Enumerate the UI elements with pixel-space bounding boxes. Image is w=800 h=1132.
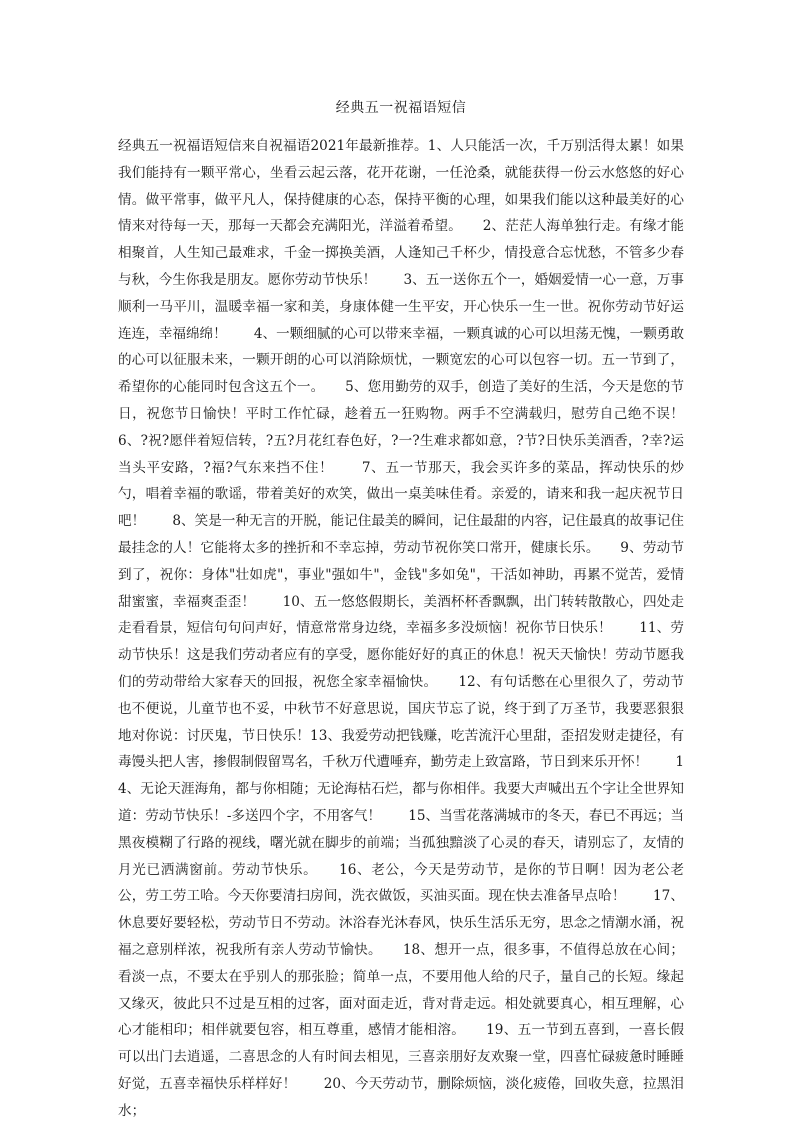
document-body-text: 经典五一祝福语短信来自祝福语2021年最新推荐。1、人只能活一次，千万别活得太累！如果我们能持有一颗平常心，坐看云起云落，花开花谢，一任沧桑，就能获得一份云水悠悠的好心情。做平常事，做平凡人，保持健康的心态，保持平衡的心理，如果我们能以这种最美好的心情来对待每一天，那每一天都会充满阳光，洋溢着希望。 2、茫茫人海单独行走。有缘才能相聚首，人生知己最难求，千金一掷换美酒，人逢知己千杯少，情投意合忘忧愁，不管多少春与秋，今生你我是朋友。愿你劳动节快乐！ 3、五一送你五个一，婚姻爱情一心一意，万事顺利一马平川，温暖幸福一家和美，身康体健一生平安，开心快乐一生一世。祝你劳动节好运连连，幸福绵绵！ 4、一颗细腻的心可以带来幸福，一颗真诚的心可以坦荡无愧，一颗勇敢的心可以征服未来，一颗开朗的心可以消除烦忧，一颗宽宏的心可以包容一切。五一节到了，希望你的心能同时包含这五个一。 5、您用勤劳的双手，创造了美好的生活，今天是您的节日，祝您节日愉快！平时工作忙碌，趁着五一狂购物。两手不空满载归，慰劳自己绝不误！ 6、?祝?愿伴着短信转，?五?月花红春色好，?一?生难求都如意，?节?日快乐美酒香，?幸?运当头平安路，?福?气东来挡不住！ 7、五一节那天，我会买许多的菜品，挥动快乐的炒勺，唱着幸福的歌谣，带着美好的欢笑，做出一桌美味佳肴。亲爱的，请来和我一起庆祝节日吧！ 8、笑是一种无言的开脱，能记住最美的瞬间，记住最甜的内容，记住最真的故事记住最挂念的人！它能将太多的挫折和不幸忘掉，劳动节祝你笑口常开，健康长乐。 9、劳动节到了，祝你：身体"壮如虎"，事业"强如牛"，金钱"多如兔"，干活如神助，再累不觉苦，爱情甜蜜蜜，幸福爽歪歪！ 10、五一悠悠假期长，美酒杯杯香飘飘，出门转转散散心，四处走走看看景，短信句句问声好，情意常常身边绕，幸福多多没烦恼！祝你节日快乐！ 11、劳动节快乐！这是我们劳动者应有的享受，愿你能好好的真正的休息！祝天天愉快！劳动节愿我们的劳动带给大家春天的回报，祝您全家幸福愉快。 12、有句话憋在心里很久了，劳动节也不便说，儿童节也不妥，中秋节不好意思说，国庆节忘了说，终于到了万圣节，我要恶狠狠地对你说：讨厌鬼，节日快乐！13、我爱劳动把钱赚，吃苦流汗心里甜，歪招发财走捷径，有毒馒头把人害，掺假制假留骂名，千秋万代遭唾弃，勤劳走上致富路，节日到来乐开怀！ 14、无论天涯海角，都与你相随；无论海枯石烂，都与你相伴。我要大声喊出五个字让全世界知道：劳动节快乐！-多送四个字，不用客气！ 15、当雪花落满城市的冬天，春已不再远；当黑夜模糊了行路的视线，曙光就在脚步的前端；当孤独黯淡了心灵的春天，请别忘了，友情的月光已洒满窗前。劳动节快乐。 16、老公，今天是劳动节，是你的节日啊！因为老公老公，劳工劳工哈。今天你要清扫房间，洗衣做饭，买油买面。现在快去准备早点哈！ 17、休息要好要轻松，劳动节日不劳动。沐浴春光沐春风，快乐生活乐无穷，思念之情潮水涌，祝福之意别样浓，祝我所有亲人劳动节愉快。 18、想开一点，很多事，不值得总放在心间；看淡一点，不要太在乎别人的那张脸；简单一点，不要用他人给的尺子，量自己的长短。缘起又缘灭，彼此只不过是互相的过客，面对面走近，背对背走远。相处就要真心，相互理解，心心才能相印；相伴就要包容，相互尊重，感情才能相溶。 19、五一节到五喜到，一喜长假可以出门去逍遥，二喜思念的人有时间去相见，三喜亲朋好友欢聚一堂，四喜忙碌疲惫时睡睡好觉，五喜幸福快乐样样好！ 20、今天劳动节，删除烦恼，淡化疲倦，回收失意，拉黑泪水； bbox=[118, 138, 712, 1119]
document-page bbox=[118, 0, 712, 1124]
document-title: 经典五一祝福语短信 bbox=[335, 100, 467, 116]
